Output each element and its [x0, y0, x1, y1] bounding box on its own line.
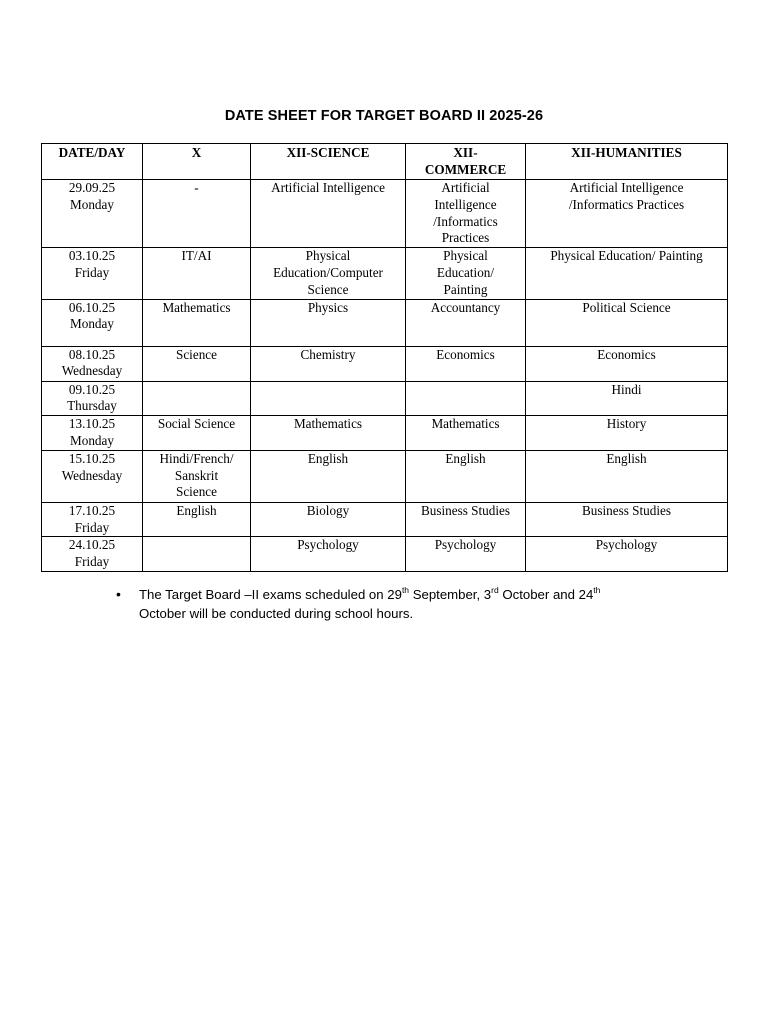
exam-day: Monday	[70, 196, 114, 212]
cell-xii-science: Chemistry	[251, 346, 406, 381]
cell-xii-science: Mathematics	[251, 416, 406, 451]
cell-date-day	[42, 537, 143, 572]
exam-date: 03.10.25	[68, 248, 116, 264]
note-text	[139, 585, 659, 623]
note-text-part: October and 24	[498, 587, 594, 602]
cell-xii-humanities: English	[526, 450, 728, 502]
cell-xii-science: Psychology	[251, 537, 406, 572]
cell-xii-commerce: Economics	[406, 346, 526, 381]
cell-date-day	[42, 180, 143, 248]
cell-xii-humanities: Psychology	[526, 537, 728, 572]
cell-class-x	[143, 537, 251, 572]
exam-day: Friday	[74, 554, 110, 570]
header-xii-science: XII-SCIENCE	[251, 144, 406, 180]
cell-xii-science	[251, 381, 406, 416]
cell-xii-commerce: Psychology	[406, 537, 526, 572]
table-row	[42, 299, 728, 346]
superscript: rd	[491, 585, 499, 595]
cell-xii-commerce: Mathematics	[406, 416, 526, 451]
table-row	[42, 381, 728, 416]
page-title: DATE SHEET FOR TARGET BOARD II 2025-26	[224, 108, 544, 124]
cell-xii-science: Artificial Intelligence	[251, 180, 406, 248]
header-date-day: DATE/DAY	[42, 144, 143, 180]
table-row	[42, 537, 728, 572]
cell-date-day	[42, 416, 143, 451]
note-text-part: The Target Board –II exams scheduled on 29	[139, 587, 402, 602]
cell-xii-humanities: Economics	[526, 346, 728, 381]
exam-date: 24.10.25	[68, 537, 116, 553]
table-row	[42, 502, 728, 537]
note-text-part: October will be conducted during school hours.	[139, 606, 414, 621]
header-xii-humanities: XII-HUMANITIES	[526, 144, 728, 180]
exam-date: 15.10.25	[68, 450, 116, 466]
note-text-part: September, 3	[409, 587, 492, 602]
bullet-icon: •	[116, 586, 121, 602]
cell-date-day	[42, 346, 143, 381]
cell-xii-science: Physics	[251, 299, 406, 346]
table-row	[42, 248, 728, 299]
exam-date: 29.09.25	[68, 180, 116, 195]
cell-xii-humanities: Hindi	[526, 381, 728, 416]
cell-xii-science: English	[251, 450, 406, 502]
cell-xii-humanities: History	[526, 416, 728, 451]
cell-date-day	[42, 502, 143, 537]
exam-day: Thursday	[67, 398, 117, 414]
cell-xii-science: Physical Education/Computer Science	[251, 248, 406, 299]
table-row	[42, 416, 728, 451]
cell-class-x	[143, 381, 251, 416]
cell-date-day	[42, 450, 143, 502]
cell-class-x: IT/AI	[143, 248, 251, 299]
header-xii-commerce: XII- COMMERCE	[406, 144, 526, 180]
cell-date-day	[42, 248, 143, 299]
superscript: th	[593, 585, 601, 595]
cell-xii-humanities: Physical Education/ Painting	[526, 248, 728, 299]
cell-xii-commerce: Accountancy	[406, 299, 526, 346]
cell-xii-commerce: English	[406, 450, 526, 502]
cell-class-x: Mathematics	[143, 299, 251, 346]
superscript: th	[401, 585, 410, 595]
cell-date-day	[42, 381, 143, 416]
header-class-x: X	[143, 144, 251, 180]
cell-xii-commerce: Physical Education/ Painting	[406, 248, 526, 299]
cell-class-x: -	[143, 180, 251, 248]
date-sheet-table	[41, 143, 728, 572]
exam-date: 06.10.25	[68, 299, 116, 315]
exam-day: Wednesday	[61, 467, 123, 483]
exam-day: Wednesday	[61, 363, 123, 379]
exam-day: Friday	[74, 519, 110, 535]
cell-class-x: English	[143, 502, 251, 537]
exam-day: Monday	[70, 316, 114, 332]
cell-class-x: Science	[143, 346, 251, 381]
table-row	[42, 450, 728, 502]
cell-xii-humanities: Political Science	[526, 299, 728, 346]
exam-date: 17.10.25	[68, 502, 116, 518]
exam-date: 13.10.25	[68, 416, 116, 432]
cell-class-x: Social Science	[143, 416, 251, 451]
table-row	[42, 180, 728, 248]
cell-xii-humanities: Artificial Intelligence /Informatics Practices	[526, 180, 728, 248]
cell-xii-commerce: Business Studies	[406, 502, 526, 537]
cell-xii-science: Biology	[251, 502, 406, 537]
table-header-row	[42, 144, 728, 180]
cell-xii-commerce: Artificial Intelligence /Informatics Practices	[406, 180, 526, 248]
exam-date: 08.10.25	[68, 346, 116, 362]
cell-class-x: Hindi/French/ Sanskrit Science	[143, 450, 251, 502]
exam-day: Friday	[74, 264, 110, 280]
exam-day: Monday	[70, 432, 114, 448]
cell-xii-humanities: Business Studies	[526, 502, 728, 537]
cell-date-day	[42, 299, 143, 346]
table-row	[42, 346, 728, 381]
exam-date: 09.10.25	[68, 381, 116, 397]
cell-xii-commerce	[406, 381, 526, 416]
